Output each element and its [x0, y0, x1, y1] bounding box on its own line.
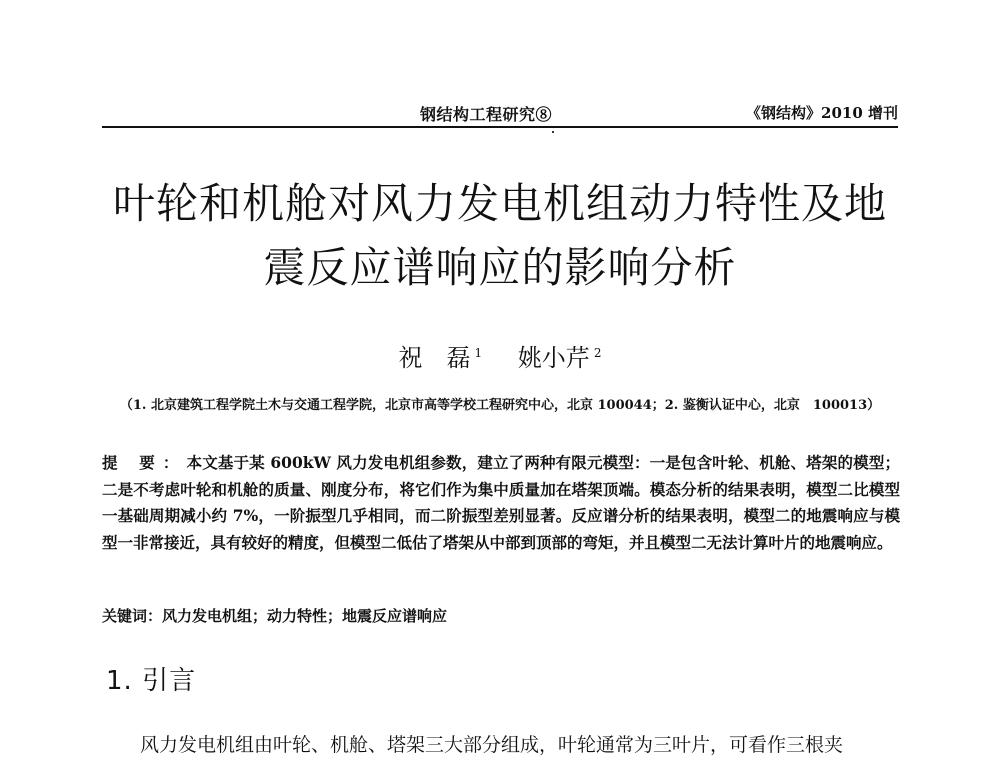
title-line-1: 叶轮和机舱对风力发电机组动力特性及地: [112, 179, 887, 228]
journal-issue: 《钢结构》2010 增刊: [746, 104, 898, 122]
abstract: [102, 450, 900, 556]
abstract-label: 提 要：: [102, 453, 187, 472]
author-1-name: 祝 磊: [398, 344, 471, 372]
author-1: [399, 338, 483, 373]
series-title: 钢结构工程研究⑧: [420, 105, 553, 124]
author-1-affiliation-mark: 1: [474, 346, 483, 360]
scan-dot: [552, 131, 554, 133]
title-line-2: 震反应谱响应的影响分析: [263, 243, 737, 292]
keywords-label: 关键词：: [102, 607, 163, 625]
author-2: [518, 338, 602, 373]
paper-title: [60, 172, 940, 300]
author-list: [0, 338, 1000, 373]
author-2-affiliation-mark: 2: [593, 346, 602, 360]
section-heading-introduction: 1. 引言: [106, 666, 197, 696]
running-header: [102, 100, 898, 128]
affiliations: （1. 北京建筑工程学院土木与交通工程学院，北京市高等学校工程研究中心，北京 100044；2. 鉴衡认证中心，北京 100013）: [119, 398, 881, 413]
body-paragraph: 风力发电机组由叶轮、机舱、塔架三大部分组成，叶轮通常为三叶片，可看作三根夹: [140, 734, 844, 756]
author-2-name: 姚小芹: [517, 344, 590, 372]
abstract-text: 本文基于某 600kW 风力发电机组参数，建立了两种有限元模型：一是包含叶轮、机舱、塔架的模型；二是不考虑叶轮和机舱的质量、刚度分布，将它们作为集中质量加在塔架顶端。模态分析的结果表明，模型二比模型一基础周期减小约 7%，一阶振型几乎相同，而二阶振型差别显著。反应谱分析的结果表明，模型二的地震响应与模型一非常接近，具有较好的精度，但模型二低估了塔架从中部到顶部的弯矩，并且模型二无法计算叶片的地震响应。: [102, 453, 900, 552]
keywords: [102, 605, 900, 626]
keywords-text: 风力发电机组；动力特性；地震反应谱响应: [162, 607, 448, 625]
